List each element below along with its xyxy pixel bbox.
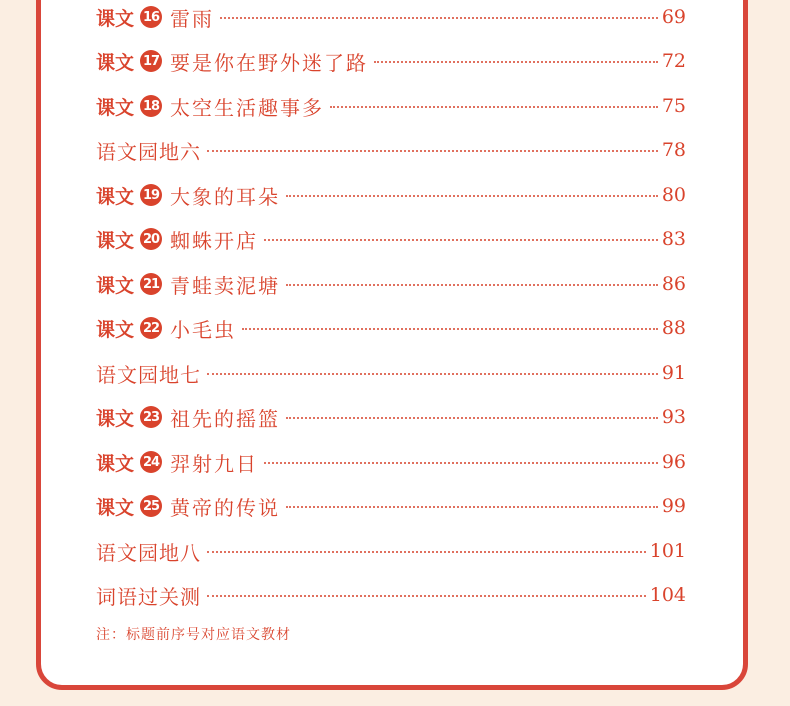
toc-page-number: 78 <box>661 139 686 161</box>
toc-row-vocab-test[interactable] <box>96 579 686 611</box>
toc-row-garden-7[interactable] <box>96 357 686 389</box>
dot-leader <box>374 61 658 63</box>
dot-leader <box>207 373 658 375</box>
toc-prefix: 课文 <box>96 96 135 119</box>
dot-leader <box>220 17 658 19</box>
toc-section-title: 语文园地七 <box>96 362 201 387</box>
toc-title: 祖先的摇篮 <box>170 406 281 431</box>
toc-row-lesson-24[interactable] <box>96 446 686 478</box>
toc-row-lesson-20[interactable] <box>96 223 686 255</box>
toc-title: 要是你在野外迷了路 <box>170 50 369 75</box>
lesson-number-badge: 21 <box>140 273 162 295</box>
lesson-number-badge: 24 <box>140 451 162 473</box>
toc-page-number: 101 <box>649 540 686 562</box>
toc-row-garden-6[interactable] <box>96 134 686 166</box>
toc-page-number: 86 <box>661 273 686 295</box>
toc-title: 羿射九日 <box>170 451 259 476</box>
toc-page-number: 93 <box>661 406 686 428</box>
toc-page-number: 75 <box>661 95 686 117</box>
lesson-number-badge: 19 <box>140 184 162 206</box>
toc-prefix: 课文 <box>96 51 135 74</box>
toc-row-lesson-21[interactable] <box>96 268 686 300</box>
toc-prefix: 课文 <box>96 452 135 475</box>
toc-page-number: 96 <box>661 451 686 473</box>
lesson-number-badge: 20 <box>140 228 162 250</box>
toc-row-lesson-25[interactable] <box>96 490 686 522</box>
dot-leader <box>286 506 658 508</box>
dot-leader <box>207 551 646 553</box>
toc-title: 蜘蛛开店 <box>170 228 259 253</box>
toc-prefix: 课文 <box>96 407 135 430</box>
toc-prefix: 课文 <box>96 496 135 519</box>
toc-title: 黄帝的传说 <box>170 495 281 520</box>
toc-page-number: 69 <box>661 6 686 28</box>
lesson-number-badge: 18 <box>140 95 162 117</box>
toc-row-garden-8[interactable] <box>96 535 686 567</box>
toc-title: 青蛙卖泥塘 <box>170 273 281 298</box>
dot-leader <box>286 417 658 419</box>
toc-title: 小毛虫 <box>170 317 237 342</box>
toc-page-number: 91 <box>661 362 686 384</box>
toc-section-title: 语文园地六 <box>96 139 201 164</box>
toc-title: 雷雨 <box>170 6 215 31</box>
toc-title: 太空生活趣事多 <box>170 95 325 120</box>
toc-page-number: 99 <box>661 495 686 517</box>
dot-leader <box>207 150 658 152</box>
toc-prefix: 课文 <box>96 274 135 297</box>
toc-page-number: 72 <box>661 50 686 72</box>
dot-leader <box>330 106 658 108</box>
toc-row-lesson-22[interactable] <box>96 312 686 344</box>
toc-prefix: 课文 <box>96 229 135 252</box>
toc-page-number: 80 <box>661 184 686 206</box>
toc-row-lesson-18[interactable] <box>96 90 686 122</box>
dot-leader <box>242 328 658 330</box>
dot-leader <box>207 595 646 597</box>
toc-row-lesson-23[interactable] <box>96 401 686 433</box>
toc-page-number: 104 <box>649 584 686 606</box>
toc-title: 大象的耳朵 <box>170 184 281 209</box>
footnote: 注：标题前序号对应语文教材 <box>96 627 291 643</box>
toc-row-lesson-19[interactable] <box>96 179 686 211</box>
lesson-number-badge: 25 <box>140 495 162 517</box>
toc-page-number: 88 <box>661 317 686 339</box>
toc-prefix: 课文 <box>96 185 135 208</box>
lesson-number-badge: 16 <box>140 6 162 28</box>
toc-prefix: 课文 <box>96 7 135 30</box>
toc-row-lesson-16[interactable] <box>96 1 686 33</box>
toc-section-title: 词语过关测 <box>96 584 201 609</box>
toc-page-number: 83 <box>661 228 686 250</box>
dot-leader <box>264 239 658 241</box>
toc-section-title: 语文园地八 <box>96 540 201 565</box>
toc-prefix: 课文 <box>96 318 135 341</box>
lesson-number-badge: 23 <box>140 406 162 428</box>
lesson-number-badge: 17 <box>140 50 162 72</box>
dot-leader <box>286 284 658 286</box>
dot-leader <box>264 462 658 464</box>
dot-leader <box>286 195 658 197</box>
lesson-number-badge: 22 <box>140 317 162 339</box>
toc-row-lesson-17[interactable] <box>96 45 686 77</box>
